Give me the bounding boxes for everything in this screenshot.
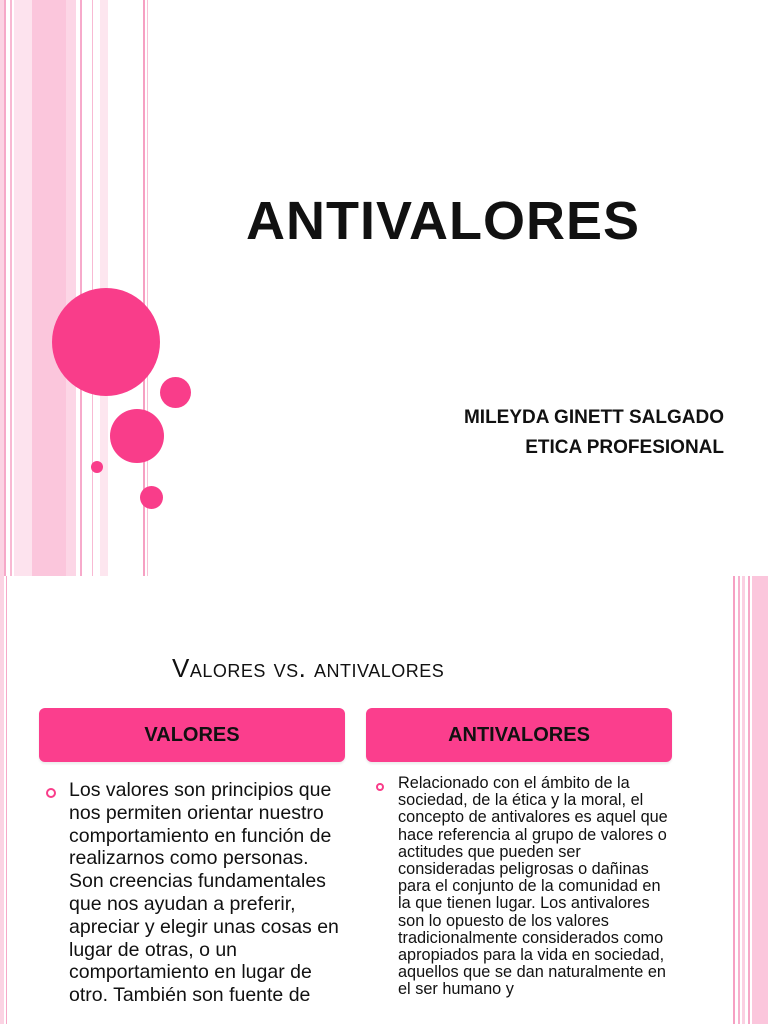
decorative-stripe (66, 0, 76, 576)
antivalores-description: Relacionado con el ámbito de la sociedad, de la ética y la moral, el concepto de antivalores es aquel que hace referencia al grupo de valores o actitudes que pueden ser consideradas peligrosas o dañinas para el conjunto de la comunidad en la que tienen lugar. Los antivalores son lo opuesto de los valores tradicionalmente considerados como apropiados para la vida en sociedad, aquellos que se dan naturalmente en el ser humano y (398, 774, 668, 999)
decorative-stripe (32, 0, 66, 576)
decorative-stripe (14, 0, 32, 576)
decorative-stripe (6, 576, 7, 1024)
decorative-stripe (748, 576, 750, 1024)
decorative-stripe (738, 576, 740, 1024)
valores-header-box (39, 708, 345, 762)
comparison-slide (0, 576, 768, 1024)
bullet-circle-icon (376, 783, 384, 791)
antivalores-header-box (366, 708, 672, 762)
valores-header-label: VALORES (144, 723, 240, 746)
course-name: ETICA PROFESIONAL (525, 437, 724, 458)
decorative-stripe (733, 576, 735, 1024)
decorative-circle-small (91, 461, 103, 473)
antivalores-header-label: ANTIVALORES (448, 723, 590, 746)
comparison-title: Valores vs. antivalores (172, 653, 445, 683)
decorative-circle (140, 486, 163, 509)
decorative-stripe (0, 576, 4, 1024)
valores-description: Los valores son principios que nos permiten orientar nuestro comportamiento en función de realizarnos como personas. Son creencias fundamentales que nos ayudan a preferir, apreciar y elegir unas cosas en lugar de otras, o un comportamiento en lugar de otro. También son fuente de (69, 779, 339, 1007)
decorative-stripe (92, 0, 93, 576)
author-name: MILEYDA GINETT SALGADO (463, 407, 724, 428)
bullet-circle-icon (46, 788, 56, 798)
decorative-stripe (4, 0, 6, 576)
decorative-circle (110, 409, 164, 463)
slide-title: ANTIVALORES (246, 191, 641, 251)
decorative-stripe (752, 576, 768, 1024)
decorative-stripe (10, 0, 12, 576)
decorative-circle (160, 377, 191, 408)
decorative-stripe (80, 0, 82, 576)
decorative-stripe (742, 576, 745, 1024)
decorative-circle-large (52, 288, 160, 396)
